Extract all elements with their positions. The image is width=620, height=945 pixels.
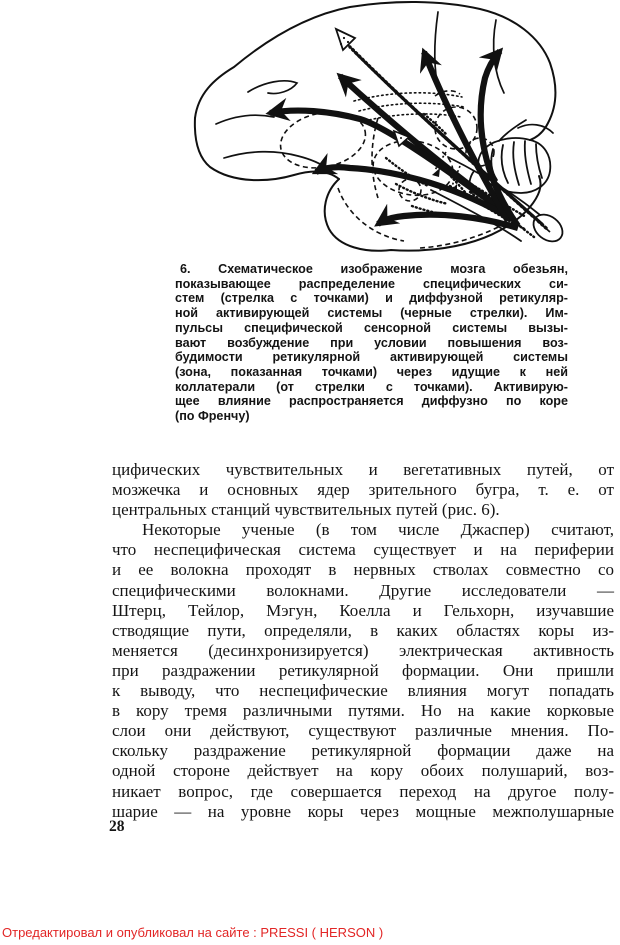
text-line: меняется (десинхронизируется) электрическая активность — [112, 640, 614, 660]
page-number: 28 — [109, 818, 125, 835]
text-line: Штерц, Тейлор, Мэгун, Коелла и Гельхорн, изучавшие — [112, 600, 614, 620]
text-line: 6. Схематическое изображение мозга обезьян, — [180, 262, 568, 276]
text-line: цифических чувствительных и вегетативных путей, от — [112, 460, 614, 479]
text-line: специфическими волокнами. Другие исследователи — — [112, 580, 614, 600]
text-line: к выводу, что неспецифические влияния могут попадать — [112, 681, 614, 701]
text-line: пульсы специфической сенсорной системы вызы- — [175, 320, 568, 335]
text-line: (по Френчу) — [175, 409, 250, 424]
text-line: в кору тремя различными путями. Но на какие корковые — [112, 701, 614, 721]
brain-figure — [188, 0, 580, 256]
text-line: стем (стрелка с точками) и диффузной ретикуляр- — [175, 291, 568, 306]
text-line: что неспецифическая система существует и на периферии — [112, 540, 614, 560]
text-line: центральных станций чувствительных путей (рис. 6). — [112, 500, 500, 520]
text-line: шарие — на уровне коры через мощные межполушарные — [112, 801, 614, 821]
text-line: щее влияние распространяется диффузно по коре — [175, 394, 568, 409]
text-line: показывающее распределение специфических си- — [175, 276, 568, 291]
watermark-footer: Отредактировал и опубликовал на сайте : PRESSI ( HERSON ) — [2, 925, 384, 940]
brain-figure-svg — [188, 0, 580, 256]
reticular-black-arrows — [270, 51, 518, 228]
text-line: вают возбуждение при условии повышения воз- — [175, 335, 568, 350]
text-line: скольку раздражение ретикулярной формации даже на — [112, 741, 614, 761]
text-line: при раздражении ретикулярной формации. Они пришли — [112, 660, 614, 680]
text-line: никает вопрос, где совершается переход на другое полу- — [112, 781, 614, 801]
text-line: (зона, показанная точками) через идущие к ней — [175, 364, 568, 379]
text-line: стводящие пути, определяли, в каких областях коры из- — [112, 620, 614, 640]
text-line: Некоторые ученые (в том числе Джаспер) считают, — [142, 520, 614, 540]
reticular-dashed-loops — [275, 91, 504, 248]
body-text — [112, 460, 614, 822]
text-line: коллатерали (от стрелки с точками). Активирую- — [175, 379, 568, 394]
text-line: ной активирующей системы (черные стрелки). Им- — [175, 306, 568, 321]
text-line: слои они действуют, существуют различные мнения. По- — [112, 721, 614, 741]
figure-caption — [175, 262, 568, 424]
text-line: будимости ретикулярной активирующей системы — [175, 350, 568, 365]
text-line: одной стороне действует на кору обоих полушарий, воз- — [112, 761, 614, 781]
text-line: мозжечка и основных ядер зрительного бугра, т. е. от — [112, 480, 614, 500]
text-line: и ее волокна проходят в нервных стволах совместно со — [112, 560, 614, 580]
